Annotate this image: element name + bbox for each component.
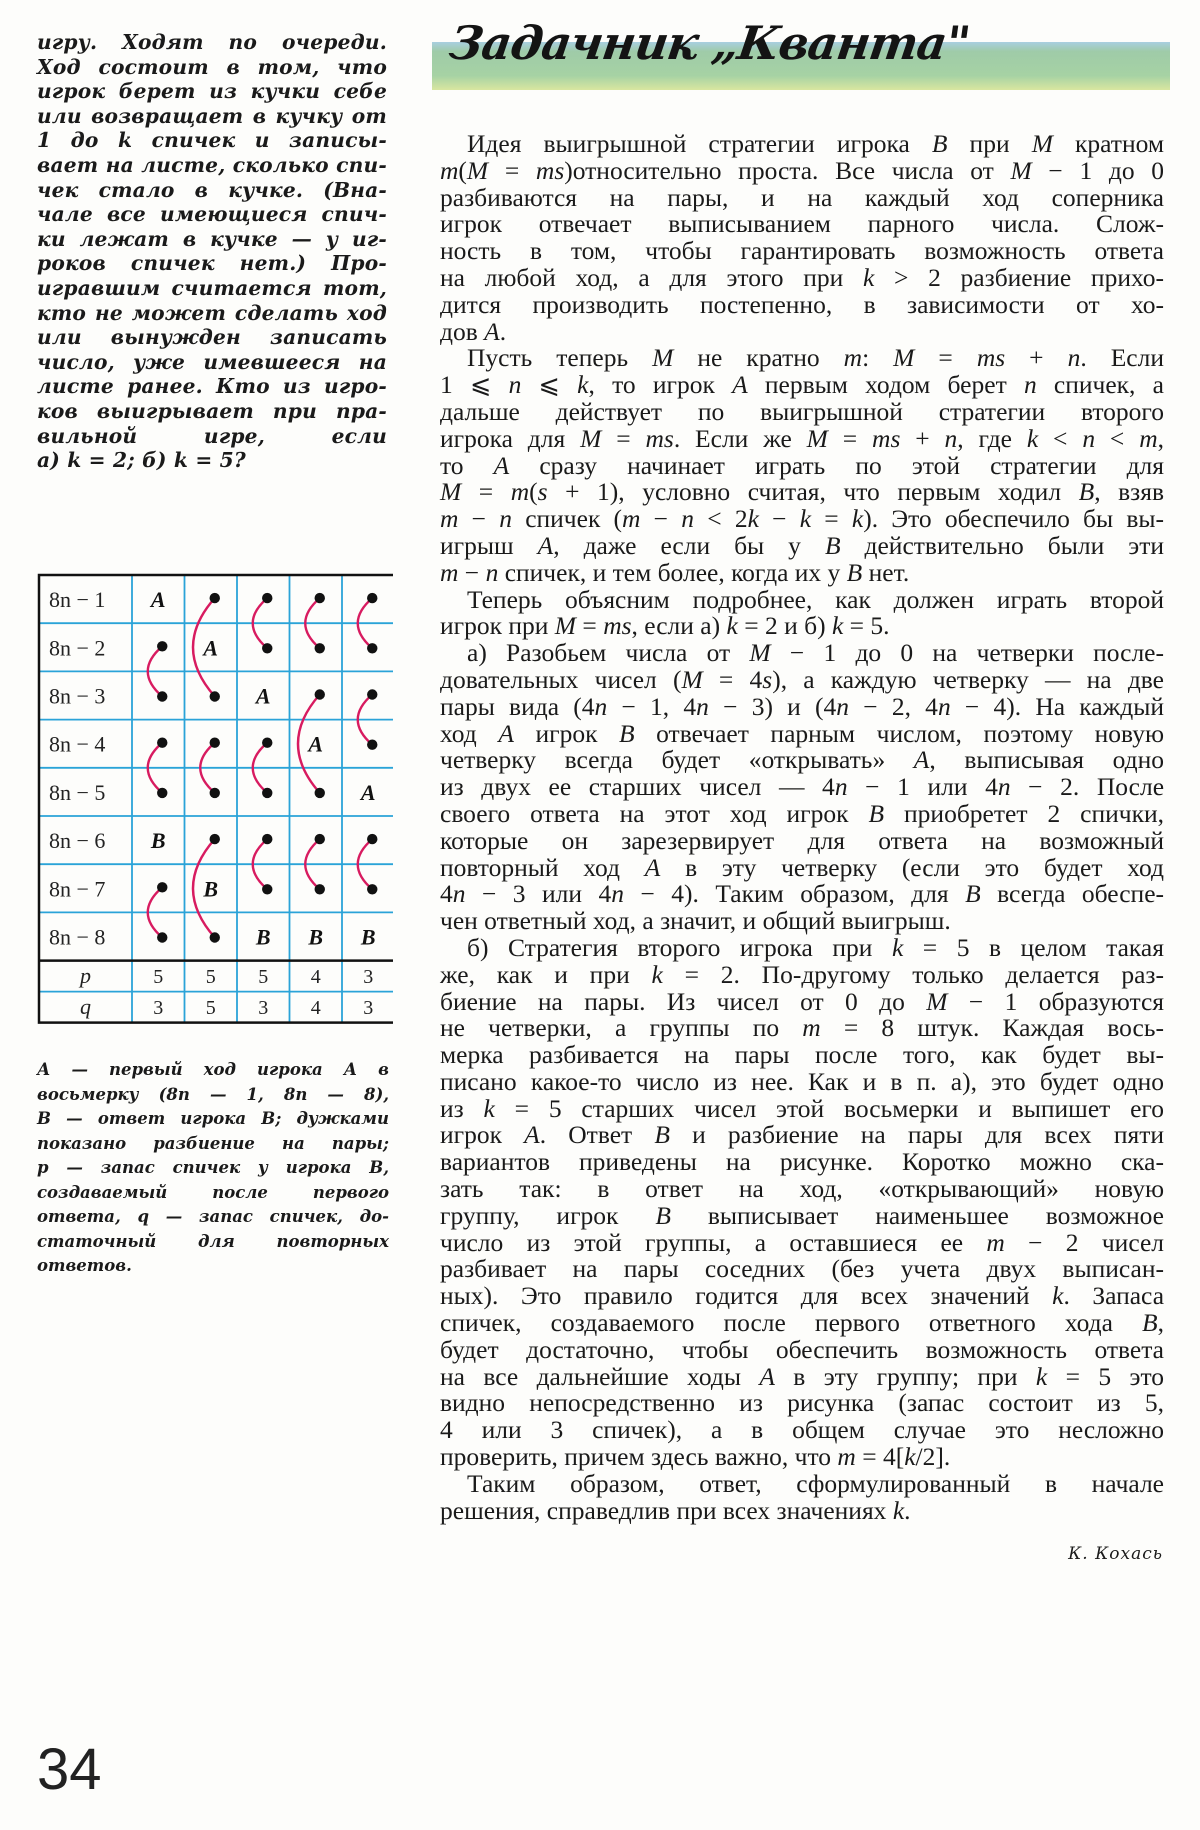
- solution-line: будет достаточно, чтобы обеспечить возможность ответа: [440, 1334, 1164, 1364]
- solution-line: m(M = ms)относительно проста. Все числа от M − 1 до 0: [440, 155, 1165, 185]
- first-move-label: A: [203, 635, 219, 661]
- number-dot: [210, 932, 220, 942]
- solution-line: из двух ее старших чисел — 4n − 1 или 4n − 2. После: [440, 772, 1165, 802]
- problem-statement: [37, 30, 387, 473]
- p-value: 5: [258, 966, 269, 989]
- solution-line: ход A игрок B отвечает парным числом, поэтому новую: [440, 718, 1164, 748]
- q-value: 3: [258, 997, 269, 1020]
- row-label: 8n − 3: [49, 683, 106, 709]
- q-value: 4: [310, 997, 321, 1020]
- solution-line: не четверки, а группы по m = 8 штук. Каждая вось-: [440, 1013, 1164, 1043]
- number-dot: [367, 593, 377, 603]
- solution-line: писано какое-то число из нее. Как и в п. а), это будет одно: [440, 1066, 1164, 1096]
- solution-line: m − n спичек, и тем более, когда их у B нет.: [440, 557, 910, 587]
- number-dot: [157, 882, 167, 892]
- answer-label: B: [150, 828, 166, 854]
- problem-line: Ход состоит в том, что: [37, 54, 387, 79]
- problem-line: игрок берет из кучки себе: [37, 79, 387, 104]
- problem-line: или возвращает в кучку от: [37, 103, 387, 128]
- number-dot: [315, 788, 325, 798]
- number-dot: [157, 641, 167, 651]
- solution-line: вариантов приведены на рисунке. Коротко можно ска-: [440, 1147, 1164, 1177]
- solution-line: зать так: в ответ на ход, «открывающий» новую: [440, 1174, 1164, 1204]
- number-dot: [157, 738, 167, 748]
- caption-line: ответа, q — запас спичек, до-: [37, 1207, 389, 1226]
- solution-line: разбиваются на пары, и на каждый ход соперника: [440, 182, 1164, 212]
- caption-line: создаваемый после первого: [37, 1182, 389, 1202]
- solution-line: чен ответный ход, а значит, и общий выигрыш.: [440, 906, 951, 936]
- first-move-label: A: [360, 779, 376, 805]
- number-dot: [367, 884, 377, 894]
- number-dot: [210, 738, 220, 748]
- problem-line: вильной игре, если: [37, 423, 387, 448]
- row-label: 8n − 5: [49, 779, 106, 805]
- solution-line: игрока для M = ms. Если же M = ms + n, где k < n < m,: [440, 423, 1164, 453]
- number-dot: [210, 691, 220, 701]
- summary-label: q: [80, 994, 91, 1020]
- first-move-label: A: [150, 587, 166, 613]
- caption-line: p — запас спичек у игрока В,: [37, 1158, 389, 1177]
- strategy-table-svg: [37, 573, 393, 1025]
- solution-line: игрок отвечает выписыванием парного числа. Слож-: [440, 209, 1164, 239]
- p-value: 4: [310, 966, 321, 989]
- number-dot: [157, 932, 167, 942]
- number-dot: [262, 788, 272, 798]
- number-dot: [315, 834, 325, 844]
- solution-line: на любой ход, а для этого при k > 2 разбиение прихо-: [440, 262, 1164, 292]
- solution-line: m − n спичек (m − n < 2k − k = k). Это обеспечило бы вы-: [440, 504, 1165, 534]
- number-dot: [367, 643, 377, 653]
- q-value: 3: [363, 997, 374, 1020]
- problem-line: вает на листе, сколько спи-: [37, 152, 387, 177]
- solution-line: же, как и при k = 2. По-другому только делается раз-: [440, 959, 1164, 989]
- problem-text: [37, 30, 387, 473]
- caption-line: А — первый ход игрока А в: [37, 1060, 389, 1079]
- solution-line: на все дальнейшие ходы A в эту группу; при k = 5 это: [440, 1361, 1165, 1391]
- problem-line: чале все имеющиеся спич-: [37, 202, 387, 227]
- solution-line: 1 ⩽ n ⩽ k, то игрок A первым ходом берет n спичек, а: [440, 370, 1164, 400]
- solution-line: число из этой группы, а оставшиеся ее m − 2 чисел: [440, 1227, 1164, 1257]
- answer-label: B: [255, 924, 271, 950]
- number-dot: [315, 689, 325, 699]
- p-value: 3: [363, 966, 374, 989]
- solution-line: дальше действует по выигрышной стратегии второго: [440, 396, 1164, 426]
- answer-label: B: [203, 876, 219, 902]
- number-dot: [262, 738, 272, 748]
- summary-label: p: [80, 963, 91, 989]
- q-value: 5: [205, 997, 216, 1020]
- number-dot: [315, 884, 325, 894]
- number-dot: [262, 643, 272, 653]
- number-dot: [157, 788, 167, 798]
- first-move-label: A: [308, 731, 324, 757]
- solution-line: Таким образом, ответ, сформулированный в начале: [467, 1468, 1164, 1498]
- problem-line: число, уже имевшееся на: [37, 349, 387, 374]
- solution-line: из k = 5 старших чисел этой восьмерки и выпишет его: [440, 1093, 1164, 1123]
- row-label: 8n − 7: [49, 876, 106, 902]
- solution-line: дится производить постепенно, в зависимости от хо-: [440, 289, 1164, 319]
- diagram-caption: [37, 1058, 389, 1279]
- number-dot: [367, 740, 377, 750]
- number-dot: [262, 593, 272, 603]
- solution-line: 4 или 3 спичек), а в общем случае это несложно: [440, 1415, 1164, 1445]
- problem-line: чек стало в кучке. (Вна-: [37, 177, 387, 202]
- row-label: 8n − 4: [49, 731, 106, 757]
- number-dot: [210, 788, 220, 798]
- number-dot: [315, 643, 325, 653]
- number-dot: [262, 884, 272, 894]
- solution-line: а) Разобьем числа от M − 1 до 0 на четверки после-: [467, 638, 1164, 668]
- solution-line: игрок A. Ответ B и разбиение на пары для всех пяти: [440, 1120, 1165, 1150]
- solution-line: игрыш A, даже если бы у B действительно были эти: [440, 530, 1165, 560]
- solution-line: M = m(s + 1), условно считая, что первым ходил B, взяв: [440, 477, 1164, 507]
- solution-line: своего ответа на этот ход игрок B приобретет 2 спички,: [440, 798, 1165, 828]
- problem-line: роков спичек нет.) Про-: [37, 251, 387, 276]
- solution-line: то A сразу начинает играть по этой стратегии для: [440, 450, 1165, 480]
- problem-line: ки лежат в кучке — у иг-: [37, 226, 387, 251]
- solution-line: видно непосредственно из рисунка (запас состоит из 5,: [440, 1388, 1164, 1418]
- author-signature: К. Кохась: [1068, 1544, 1163, 1564]
- answer-label: B: [308, 924, 324, 950]
- solution-line: повторный ход A в эту четверку (если это будет ход: [440, 852, 1164, 882]
- number-dot: [262, 834, 272, 844]
- problem-line: игру. Ходят по очереди.: [37, 30, 387, 54]
- solution-line: четверку всегда будет «открывать» A, выписывая одно: [440, 745, 1165, 775]
- number-dot: [210, 834, 220, 844]
- problem-line: листе ранее. Кто из игро-: [37, 374, 387, 399]
- caption-line: восьмерку (8n — 1, 8n — 8),: [37, 1084, 389, 1104]
- q-value: 3: [153, 997, 164, 1020]
- p-value: 5: [205, 966, 216, 989]
- row-label: 8n − 1: [49, 587, 106, 613]
- solution-line: дов A.: [440, 316, 507, 346]
- number-dot: [157, 691, 167, 701]
- problem-line: 1 до k спичек и записы-: [37, 128, 387, 153]
- problem-line: или вынужден записать: [37, 325, 387, 350]
- answer-label: B: [360, 924, 376, 950]
- caption-line: показано разбиение на пары;: [37, 1133, 389, 1153]
- number-dot: [367, 689, 377, 699]
- solution-line: Теперь объясним подробнее, как должен играть второй: [467, 584, 1164, 614]
- page-number: 34: [37, 1737, 102, 1802]
- number-dot: [210, 593, 220, 603]
- solution-text: [440, 131, 1164, 1524]
- solution-line: Пусть теперь M не кратно m: M = ms + n. Если: [467, 343, 1164, 373]
- caption-line: В — ответ игрока В; дужками: [37, 1109, 389, 1128]
- row-label: 8n − 8: [49, 924, 106, 950]
- solution-line: Идея выигрышной стратегии игрока B при M кратном: [467, 129, 1164, 158]
- section-title: Задачник „Кванта": [446, 16, 973, 70]
- solution-line: б) Стратегия второго игрока при k = 5 в целом такая: [467, 932, 1164, 962]
- p-value: 5: [153, 966, 164, 989]
- row-label: 8n − 2: [49, 635, 106, 661]
- solution-line: биение на пары. Из чисел от 0 до M − 1 образуются: [440, 986, 1164, 1016]
- first-move-label: A: [255, 683, 271, 709]
- solution-line: мерка разбивается на пары после того, как будет вы-: [440, 1040, 1164, 1070]
- solution-line: пары вида (4n − 1, 4n − 3) и (4n − 2, 4n − 4). На каждый: [440, 691, 1164, 721]
- solution-line: проверить, причем здесь важно, что m = 4[k/2].: [440, 1442, 951, 1472]
- solution-line: ных). Это правило годится для всех значений k. Запаса: [440, 1281, 1165, 1311]
- problem-line: кто не может сделать ход: [37, 300, 387, 325]
- problem-line: а) k = 2; б) k = 5?: [37, 448, 246, 473]
- strategy-diagram: [37, 573, 393, 1030]
- problem-line: ков выигрывает при пра-: [37, 398, 387, 423]
- solution-line: решения, справедлив при всех значениях k.: [440, 1495, 911, 1525]
- solution-line: довательных чисел (M = 4s), а каждую четверку — на две: [440, 664, 1164, 694]
- solution-line: игрок при M = ms, если а) k = 2 и б) k = 5.: [440, 611, 890, 641]
- problem-line: игравшим считается тот,: [37, 275, 387, 300]
- caption-line: статочный для повторных: [37, 1231, 389, 1251]
- number-dot: [367, 834, 377, 844]
- solution-line: группу, игрок B выписывает наименьшее возможное: [440, 1200, 1164, 1230]
- solution-line: спичек, создаваемого после первого ответного хода B,: [440, 1308, 1164, 1338]
- row-label: 8n − 6: [49, 828, 106, 854]
- solution-line: которые он зарезервирует для ответа на возможный: [440, 825, 1164, 855]
- solution-line: ность в том, чтобы гарантировать возможность ответа: [440, 236, 1164, 266]
- caption-line: ответов.: [37, 1256, 132, 1275]
- solution-line: разбивает на пары соседних (без учета двух выписан-: [440, 1254, 1164, 1284]
- solution-line: 4n − 3 или 4n − 4). Таким образом, для B всегда обеспе-: [440, 879, 1165, 909]
- number-dot: [315, 593, 325, 603]
